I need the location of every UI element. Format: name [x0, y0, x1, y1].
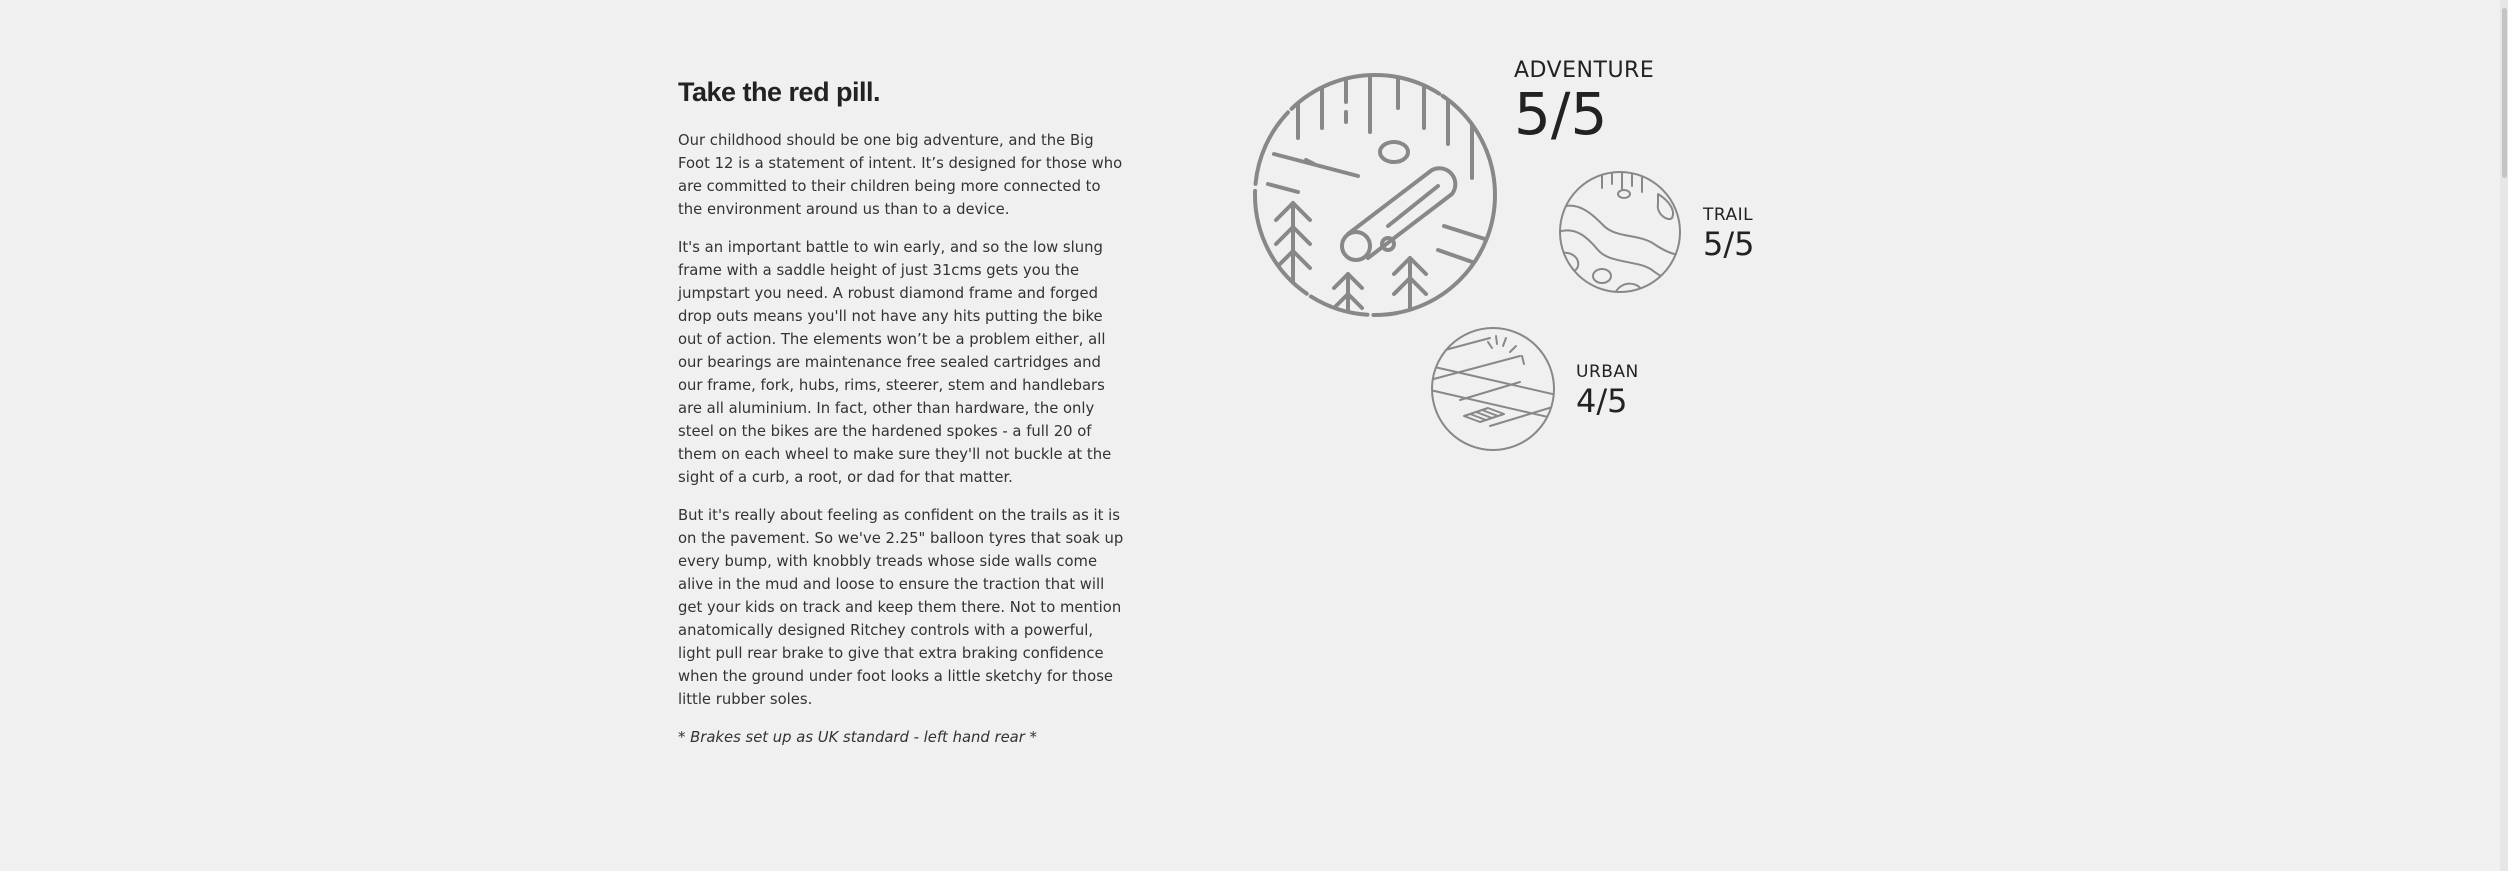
paragraph-tyres: But it's really about feeling as confident on the trails as it is on the pavement. So we've 2.25" balloon tyres that soak up every bump, with knobbly treads whose side walls come alive in the mud and loose to ensure the traction that will get your kids on track and keep them there. Not to mention anatomically designed Ritchey controls with a powerful, light pull rear brake to give that extra braking confidence when the ground under foot looks a little sketchy for those little rubber soles. — [678, 507, 1124, 708]
paragraph-intro: Our childhood should be one big adventure, and the Big Foot 12 is a statement of intent. It’s designed for those who are committed to their children being more connected to the environment around us than to a device. — [678, 132, 1123, 218]
brakes-note: * Brakes set up as UK standard - left hand rear * — [678, 729, 1037, 746]
rating-adventure-name: ADVENTURE — [1514, 58, 1655, 83]
adventure-forest-icon — [1248, 68, 1502, 322]
urban-road-icon — [1430, 326, 1556, 452]
page-scrollbar-thumb[interactable] — [2502, 8, 2507, 178]
paragraph-frame: It's an important battle to win early, and so the low slung frame with a saddle height of just 31cms gets you the jumpstart you need. A robust diamond frame and forged drop outs means you'll not have any hits putting the bike out of action. The elements won’t be a problem either, all our bearings are maintenance free sealed cartridges and our frame, fork, hubs, rims, steerer, stem and handlebars are all aluminium. In fact, other than hardware, the only steel on the bikes are the hardened spokes - a full 20 of them on each wheel to make sure they'll not buckle at the sight of a curb, a root, or dad for that matter. — [678, 239, 1112, 486]
rating-adventure — [1514, 58, 1654, 146]
rating-urban-name: URBAN — [1576, 362, 1639, 382]
rating-trail-name: TRAIL — [1703, 205, 1754, 225]
trail-path-icon — [1558, 170, 1682, 294]
rating-urban-score: 4/5 — [1576, 382, 1628, 420]
product-description — [678, 74, 1128, 749]
section-title: Take the red pill. — [678, 77, 881, 107]
rating-trail — [1703, 204, 1755, 262]
rating-adventure-score: 5/5 — [1514, 80, 1608, 148]
rating-urban — [1576, 361, 1639, 419]
rating-trail-score: 5/5 — [1703, 225, 1755, 263]
